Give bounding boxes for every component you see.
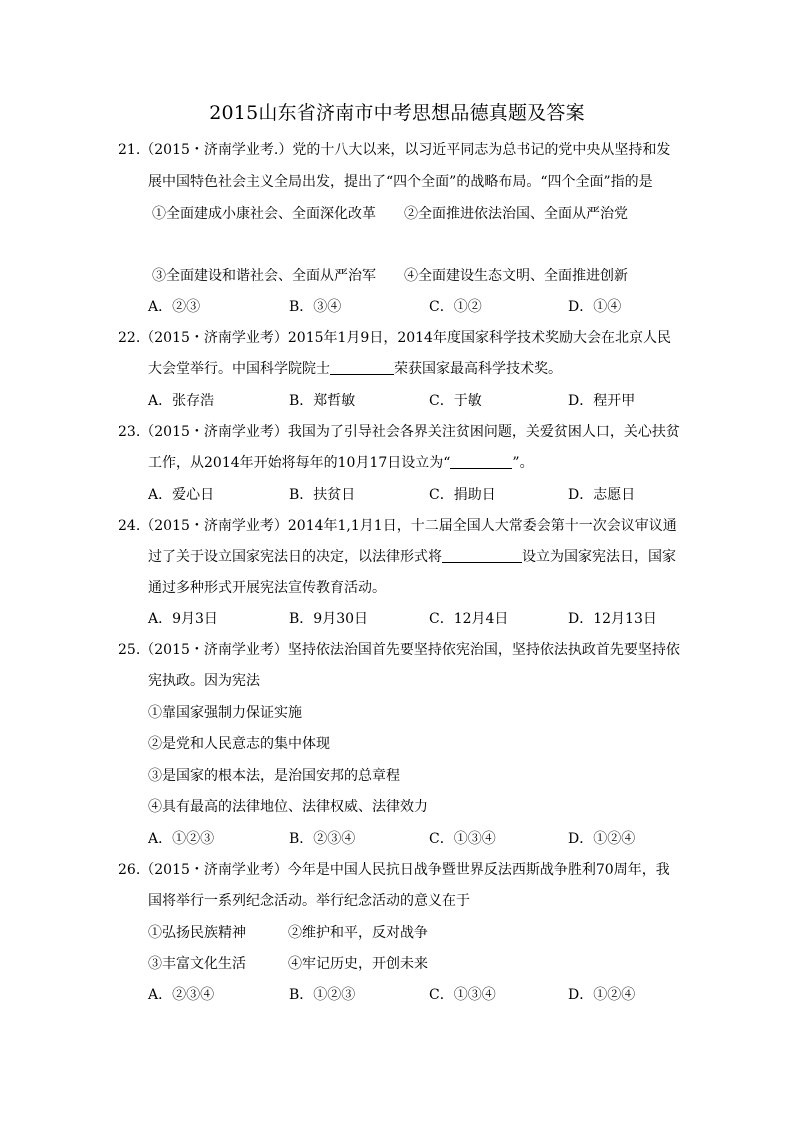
q21-options <box>148 297 668 317</box>
q21-option-c[interactable]: C．①② <box>429 299 482 315</box>
q22-option-c[interactable]: C．于敏 <box>429 393 482 409</box>
q26-line-2: 国将举行一系列纪念活动。举行纪念活动的意义在于 <box>148 893 470 909</box>
q25-statement-2: ②是党和人民意志的集中体现 <box>148 736 330 752</box>
q24-line-2 <box>148 547 676 567</box>
q23-option-c[interactable]: C．捐助日 <box>429 487 496 503</box>
q26-option-c[interactable]: C．①③④ <box>429 987 496 1003</box>
q22-option-a[interactable]: A．张存浩 <box>148 393 215 409</box>
q24-options <box>148 609 668 629</box>
q21-line-2: 展中国特色社会主义全局出发，提出了“四个全面”的战略布局。“四个全面”指的是 <box>148 174 653 190</box>
q26-line-1: 26.（2015・济南学业考）今年是中国人民抗日战争暨世界反法西斯战争胜利70周年，我 <box>118 862 670 878</box>
q22-option-b[interactable]: B．郑哲敏 <box>289 393 356 409</box>
q25-line-2: 宪执政。因为宪法 <box>148 673 260 689</box>
q22-line-2 <box>148 359 562 379</box>
q24-option-b[interactable]: B．9月30日 <box>289 611 369 627</box>
q23-blank <box>450 454 512 469</box>
q23-line-1: 23.（2015・济南学业考）我国为了引导社会各界关注贫困问题，关爱贫困人口，关心扶贫 <box>118 424 680 440</box>
q24-line-2-text-b: 设立为国家宪法日，国家 <box>522 549 676 565</box>
q23-option-a[interactable]: A．爱心日 <box>148 487 215 503</box>
q24-line-3: 通过多种形式开展宪法宣传教育活动。 <box>148 580 386 596</box>
q25-statement-1: ①靠国家强制力保证实施 <box>148 705 302 721</box>
q26-option-d[interactable]: D．①②④ <box>568 987 636 1003</box>
q23-line-2-text-a: 工作，从2014年开始将每年的10月17日设立为“ <box>148 455 451 471</box>
q22-blank <box>330 360 394 375</box>
q21-option-d[interactable]: D．①④ <box>568 299 622 315</box>
q23-line-2 <box>148 453 534 473</box>
q26-options <box>148 985 668 1005</box>
q26-statement-1-2: ①弘扬民族精神 ②维护和平，反对战争 <box>148 925 428 941</box>
q25-option-a[interactable]: A．①②③ <box>148 831 215 847</box>
q24-line-2-text-a: 过了关于设立国家宪法日的决定，以法律形式将 <box>148 549 442 565</box>
q25-option-d[interactable]: D．①②④ <box>568 831 636 847</box>
q25-statement-4: ④具有最高的法律地位、法律权威、法律效力 <box>148 799 428 815</box>
q21-line-1: 21.（2015・济南学业考.）党的十八大以来，以习近平同志为总书记的党中央从坚持和发 <box>118 142 671 158</box>
q24-option-d[interactable]: D．12月13日 <box>568 611 657 627</box>
q25-option-c[interactable]: C．①③④ <box>429 831 496 847</box>
q24-line-1: 24.（2015・济南学业考）2014年1,1月1日，十二届全国人大常委会第十一次会议审议通 <box>118 518 677 534</box>
q26-statement-3-4: ③丰富文化生活 ④牢记历史，开创未来 <box>148 956 428 972</box>
q26-option-b[interactable]: B．①②③ <box>289 987 356 1003</box>
q22-line-2-text-a: 大会堂举行。中国科学院院士 <box>148 361 330 377</box>
q22-line-1: 22.（2015・济南学业考）2015年1月9日，2014年度国家科学技术奖励大会在北京人民 <box>118 330 671 346</box>
q23-options <box>148 485 668 505</box>
q21-statement-1-2: ①全面建成小康社会、全面深化改革 ②全面推进依法治国、全面从严治党 <box>152 206 628 222</box>
q23-line-2-text-b: ”。 <box>512 455 534 471</box>
q22-options <box>148 391 668 411</box>
q25-options <box>148 829 668 849</box>
q21-option-a[interactable]: A．②③ <box>148 299 201 315</box>
q23-option-b[interactable]: B．扶贫日 <box>289 487 356 503</box>
q23-option-d[interactable]: D．志愿日 <box>568 487 636 503</box>
q25-option-b[interactable]: B．②③④ <box>289 831 356 847</box>
q21-option-b[interactable]: B．③④ <box>289 299 342 315</box>
page-title: 2015山东省济南市中考思想品德真题及答案 <box>209 102 585 124</box>
q25-statement-3: ③是国家的根本法，是治国安邦的总章程 <box>148 768 400 784</box>
q21-statement-3-4: ③全面建设和谐社会、全面从严治军 ④全面建设生态文明、全面推进创新 <box>152 268 628 284</box>
q24-blank <box>442 548 522 563</box>
q24-option-c[interactable]: C．12月4日 <box>429 611 509 627</box>
q26-option-a[interactable]: A．②③④ <box>148 987 215 1003</box>
q24-option-a[interactable]: A．9月3日 <box>148 611 218 627</box>
q22-option-d[interactable]: D．程开甲 <box>568 393 636 409</box>
q22-line-2-text-b: 荣获国家最高科学技术奖。 <box>394 361 562 377</box>
q25-line-1: 25.（2015・济南学业考）坚持依法治国首先要坚持依宪治国，坚持依法执政首先要坚持依 <box>118 642 680 658</box>
